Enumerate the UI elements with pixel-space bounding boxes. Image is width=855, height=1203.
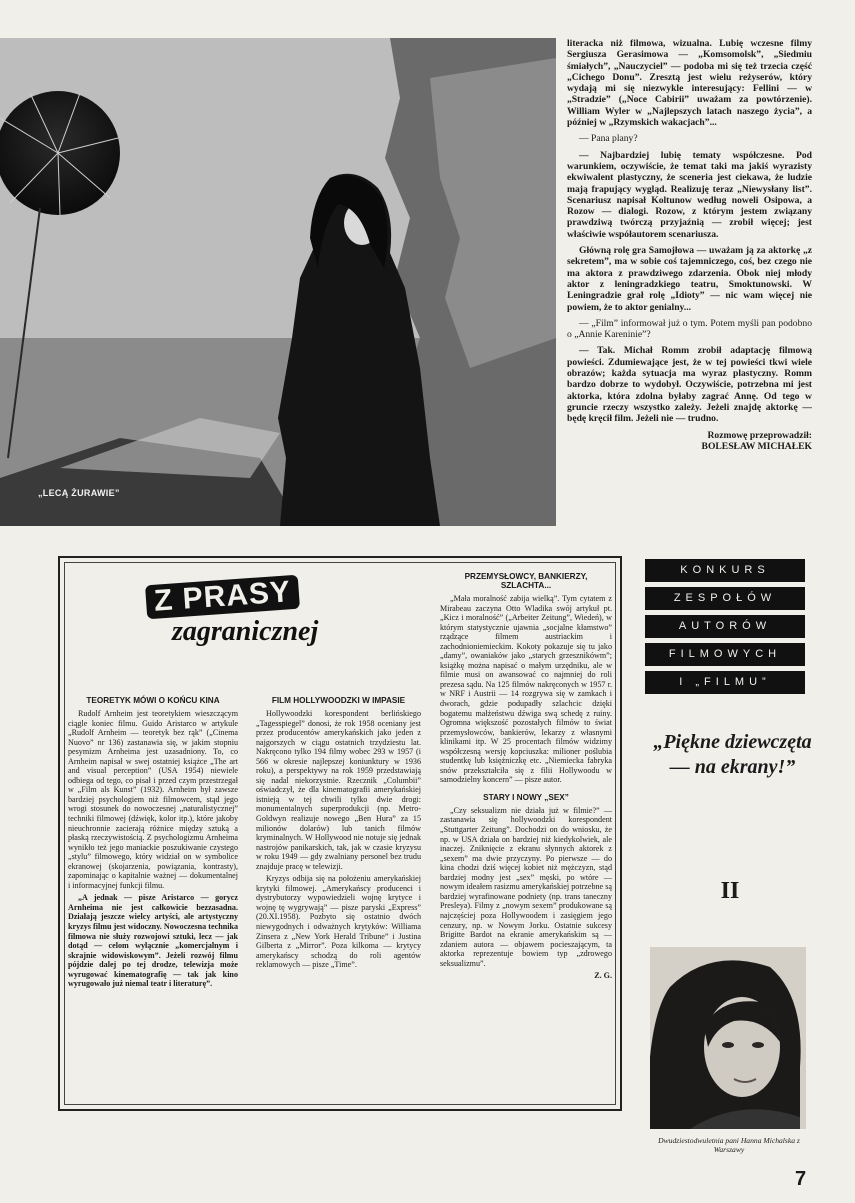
- portrait-caption: Dwudziestodwuletnia pani Hanna Michalska z Warszawy: [658, 1136, 800, 1154]
- article-signature: Z. G.: [594, 971, 612, 981]
- interview-paragraph: — Najbardziej lubię tematy współczesne. Pod warunkiem, oczywiście, że temat taki ma jakiś wyrazisty ekwiwalent plastyczny, że sceneria jest ciekawa, że ludzie mają frapujący wygląd. Realizuję teraz „Niewysłany list”. Scenariusz napisał Koltunow według noweli Osipowa, a Rozow — dialogi. Rozow, z którym jestem związany prawdziwą twórczą przyjaźnią — zrobił więcej; jest właściwie współautorem scenariusza.: [567, 149, 812, 240]
- contest-line: AUTORÓW: [645, 615, 805, 638]
- article-paragraph: Kryzys odbija się na położeniu amerykańskiej krytyki filmowej. „Amerykańscy producenci i dystrybutorzy wypowiedzieli wojnę krytyce i wojnę tę wygrywają” — pisze paryski „Express” (20.XI.1958). Pozbyto się ostatnio dwóch niewygodnych i odważnych krytyków: Williama Zinsera z „New York Herald Tribune” i Justina Gilberta z „Mirror”. Poza kilkoma — krytycy amerykańscy schodzą do roli agentów reklamowych — pisze „Time”.: [256, 874, 421, 970]
- contest-edition-number: II: [720, 878, 740, 904]
- interview-paragraph: — „Film” informował już o tym. Potem myśli pan podobno o „Annie Kareninie”?: [567, 317, 812, 341]
- contest-line: FILMOWYCH: [645, 643, 805, 666]
- contest-slogan: „Piękne dziewczęta — na ekrany!”: [653, 731, 812, 778]
- press-logo: [136, 575, 358, 654]
- article-paragraph: „Mała moralność zabija wielką”. Tym cytatem z Mirabeau zaczyna Otto Wladika swój artykuł pt. „Kicz i moralność” („Arbeiter Zeitung”, Wiedeń), w którym statystycznie ujawnia „socjalne kłamstwo” rządzące filmem austriackim i zachodnioniemieckim. Kokoty pokazuje się tu jako „damy”, owaniaków jako „starych grzesznikówm”; książkę można napisać o małym urzędniku, ale w filmie musi on awansować co najmniej do roli prezesa sądu. Na 125 filmów nakręconych w 1957 r. w NRF i Austrii — 14 rozgrywa się w zamkach i dworach, gdzie podupadły szlachcic dzięki bogatemu małżeństwu dźwiga swą schedę z ruiny. Ogromna większość pozostałych filmów to świat przemysłowców, bankierów, lekarzy z własnymi klinikami itp. W 25 procentach filmów widzimy współczesną wersję kopciuszka: milioner poślubia studentkę lub księżniczkę etc. „Niemiecka fabryka snów przekształciła się z filii Hollywoodu w samodzielny koncern” — pisze autor.: [440, 594, 612, 785]
- contest-line: I „FILMU”: [645, 671, 805, 694]
- press-review-box: [58, 556, 622, 1111]
- article-title: FILM HOLLYWOODZKI W IMPASIE: [271, 696, 406, 705]
- page-number: 7: [795, 1168, 807, 1190]
- film-still-illustration: [0, 38, 556, 526]
- article-title: TEORETYK MÓWI O KOŃCU KINA: [86, 696, 220, 705]
- interview-paragraph: — Pana plany?: [579, 133, 638, 145]
- article-paragraph: Rudolf Arnheim jest teoretykiem wieszczącym ciągle koniec filmu. Guido Aristarco w artykule „Rudolf Arnheim — teoretyk bez rąk” („Cinema Nuovo” nr 136) zastanawia się, w jakim stopniu pesymizm Arnheima jest uzasadniony. To, co Arnheim napisał w swej ostatniej książce „The art and visual perception” (USA 1954) niewiele odbiega od tego, co pisał i przed czym przestrzegał w „Film als Kunst” (1932). Arnheim był zawsze bardziej psychologiem niż filmowcem, stąd jego wrogi stosunek do nowoczesnej „naturalistycznej” techniki filmowej (dźwięk, kolor itp.), które jakoby nieuchronnie zacierają różnice między sztuką a płaską rzeczywistością. Z psychologizmu Arnheima wynikło też jego maniackie poszukiwanie czystego „stylu” filmowego, który widział on w symbolice ekranowej (skojarzenia, powiązania, kontrasty), zapominając o kapitalnie ważnej — dokumentalnej i informacyjnej funkcji filmu.: [68, 709, 238, 890]
- contest-line: ZESPOŁÓW: [645, 587, 805, 610]
- contest-banner: [645, 559, 805, 699]
- interview-text: [567, 38, 812, 457]
- article-paragraph: „A jednak — pisze Aristarco — gorycz Arnheima nie jest całkowicie bezzasadna. Działają jeszcze wielcy artyści, ale artystyczny kryzys filmu jest widoczny. Nowoczesna technika filmowa nie służy rozwojowi sztuki, lecz — jak dotąd — celom wyłącznie „komercjalnym i skrajnie widowiskowym”. Jeżeli rozwój filmu pójdzie dalej po tej drodze, telewizja może wyrugować kinematografię — tak jak kino wyrugowało już niemal teatr i literaturę”.: [68, 893, 238, 989]
- article-title: PRZEMYSŁOWCY, BANKIERZY, SZLACHTA...: [464, 572, 588, 590]
- contest-line: KONKURS: [645, 559, 805, 582]
- article-subtitle: STARY I NOWY „SEX”: [483, 792, 569, 802]
- logo-bottom-text: zagranicznej: [172, 616, 319, 647]
- press-column-2: [256, 696, 421, 973]
- article-paragraph: „Czy seksualizm nie działa już w filmie?” — zastanawia się hollywoodzki korespondent „Stuttgarter Zeitung”. Dochodzi on do wniosku, że np. w USA działa on bardziej niż kiedykolwiek, ale inaczej. Zniknięcie z ekranu słynnych aktorek z „sexem” ma dwie przyczyny. Po pierwsze — do kina chodzi dziś więcej kobiet niż mężczyzn, stąd bardziej modny jest „sex” męski, po wtóre — nowym ideałem rasizmu amerykańskiej potrzebne są bardziej wyrafinowane podniety (np. trans taneczny Presleya). Filmy z „nowym sexem” produkowane są najczęściej poza Hollywoodem i zasięgiem jego cenzury, np. w Nowym Jorku. Ostatnie sukcesy Brigitte Bardot na ekranie amerykańskim są — zdaniem autora — objawem pocieszającym, ta aktorka reprezentuje bowiem typ „zdrowego seksualizmu”.: [440, 805, 612, 968]
- article-paragraph: Hollywoodzki korespondent berlińskiego „Tagesspiegel” donosi, że rok 1958 oceniany jest przez producentów amerykańskich jako jeden z najgorszych w ciągu ostatnich trzydziestu lat. Nakręcono tylko 194 filmy wobec 293 w 1957 (i 566 w okresie najlepszej koniunktury w 1936 roku), a perspektywy na rok 1959 przedstawiają się nadal niekorzystnie. Rzecznik „Columbii” oświadczył, że dla kinematografii amerykańskiej istnieją w tej chwili tylko dwie drogi: monumentalnych superprodukcji (np. Metro-Goldwyn realizuje nowego „Ben Hura” za 15 milionów dolarów) lub tanich filmów kryminalnych. W Hollywood nie notuje się jednak nastrojów panikarskich, tak, jak w czasie kryzysu w roku 1949 — gdy zwalniany personel bez trudu znajduje pracę w telewizji.: [256, 709, 421, 871]
- interview-paragraph: Główną rolę gra Samojłowa — uważam ją za aktorkę „z sekretem”, ma w sobie coś tajemniczego, coś, bez czego nie ma aktora z prawdziwego zdarzenia. Obok niej młody aktor z leningradzkiego teatru, Smoktunowski. W Leningradzie grał rolę „Idioty” — nic wam więcej nie powiem, że to aktor genialny...: [567, 245, 812, 313]
- photo-caption: „LECĄ ŻURAWIE”: [38, 488, 120, 498]
- logo-top-text: Z PRASY: [145, 575, 300, 620]
- interview-signature: [567, 430, 812, 453]
- interview-paragraph: — Tak. Michał Romm zrobił adaptację filmową powieści. Zdumiewające jest, że w tej powieści tkwi wiele obrazów; każda sytuacja ma wyraz plastyczny. Romm bardzo dobrze to wydobył. Oczywiście, potrzebna mi jest aktorka, która zdolna byłaby zagrać Annę. Od tego w gruncie rzeczy wszystko zależy. Jeżeli znajdę aktorkę — będę kręcił film. Jeżeli nie — trudno.: [567, 345, 812, 425]
- portrait-photo: [650, 947, 806, 1129]
- press-column-1: [68, 696, 238, 992]
- signature-label: Rozmowę przeprowadził:: [707, 429, 812, 441]
- interview-paragraph: literacka niż filmowa, wizualna. Lubię wczesne filmy Sergiusza Gerasimowa — „Komsomolsk”, „Siedmiu śmiałych”, „Nauczyciel” — podoba mi się też trzecia część „Cichego Donu”. Zresztą jest wielu reżyserów, który wydają mi się niezwykle interesujący: Fellini — w „Stradzie” („Noce Cabirii” uważam za powtórzenie). William Wyler w „Najlepszych latach naszego życia”, a później w „Rzymskich wakacjach”...: [567, 38, 812, 129]
- signature-name: BOLESŁAW MICHAŁEK: [701, 440, 812, 452]
- portrait-illustration: [650, 947, 806, 1129]
- film-still-photo: [0, 38, 556, 526]
- press-column-3: [440, 572, 612, 981]
